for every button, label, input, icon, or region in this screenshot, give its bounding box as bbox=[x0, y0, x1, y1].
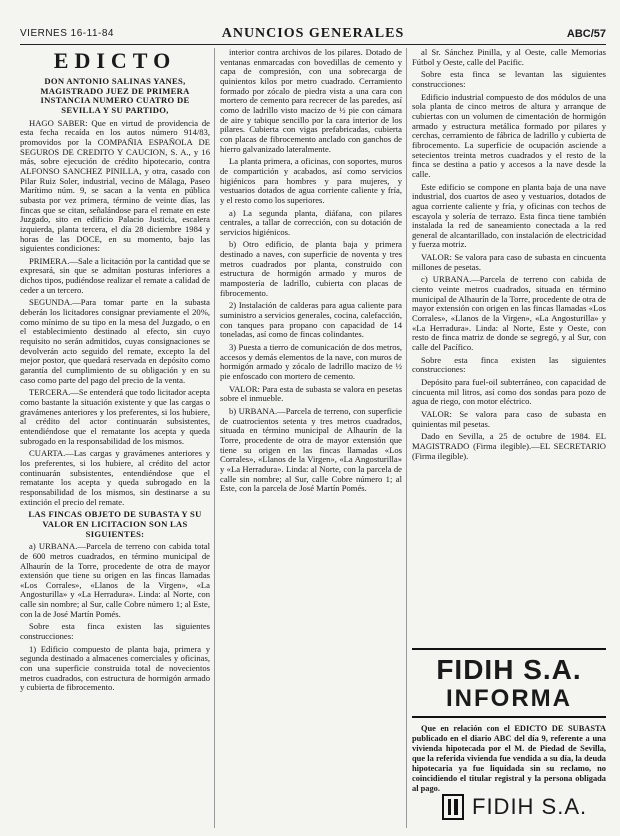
paragraph: Sobre esta finca existen las siguientes construcciones: bbox=[20, 621, 210, 642]
paragraph: CUARTA.—Las cargas y gravámenes anteriores y los preferentes, si los hubiere, al crédito del actor continuarán subsistentes, entendiéndose que el rematante los acepta y queda subrogado en la responsabilidad de los mismos, sin destinarse a su extinción el precio del remate. bbox=[20, 448, 210, 507]
paragraph: Sobre esta finca se levantan las siguientes construcciones: bbox=[412, 69, 606, 89]
ad-brand-title: FIDIH S.A. bbox=[436, 654, 582, 685]
column-2 bbox=[220, 48, 402, 834]
paragraph: 2) Instalación de calderas para agua caliente para suministro a servicios generales, cocina, calefacción, con tanques para propano con capacidad de 14 toneladas, así como de fincas colindantes. bbox=[220, 300, 402, 340]
paragraph: HAGO SABER: Que en virtud de providencia de esta fecha recaída en los autos número 914/83, promovidos por la COMPAÑIA ESPAÑOLA DE SEGUROS DE CREDITO Y CAUCION, S. A., y 16 más, sobre ejecución de crédito hipotecario, contra ALFONSO SANCHEZ PINILLA, y otra, casado con Pilar Ruiz Soler, industrial, vecino de Málaga, Paseo Marítimo núm. 9, se sacan a la venta en pública subasta por vez primera, término de veinte días, las fincas que se citan, señalándose para el remate en este Juzgado, sito en edificio Palacio Justicia, escalera izquierda, planta tercera, el día 28 diciembre 1984 y horas de las DOCE, en su momento, bajo las siguientes condiciones: bbox=[20, 117, 210, 254]
ad-divider bbox=[412, 716, 606, 718]
paragraph: PRIMERA.—Sale a licitación por la cantidad que se expresará, sin que se admitan posturas inferiores a dichos tipos, pudiéndose realizar el remate a calidad de ceder a un tercero. bbox=[20, 255, 210, 295]
paragraph: a) La segunda planta, diáfana, con pilares centrales, a tallar de corrección, con su dotación de servicios higiénicos. bbox=[220, 207, 402, 237]
paragraph: Edificio industrial compuesto de dos módulos de una sola planta de cinco metros de altura y arranque de cubiertas con un volumen de cimentación de hormigón armado y estructura metálica formado por pilares y cerchas, cerramiento de fábrica de ladrillo y cubierta de fibrocemento. La superficie de ocupación asciende a setecientos treinta metros cuadrados y el resto de la finca se destina a patio y accesos a la nave desde la calle. bbox=[412, 91, 606, 179]
page-header bbox=[20, 26, 606, 45]
paragraph: b) URBANA.—Parcela de terreno, con superficie de cuatrocientos setenta y tres metros cuadrados, situada en término municipal de Alhaurín de la Torre, procedente de otra de mayor extensión que tiene su origen en las fincas llamadas «Los Corrales», «Llanos de la Virgen», «La Angosturilla» y «La Herradura». Linda: al Norte, con la parcela de calle sin nombre; al Sur, calle Cobre número 1; al Este, con la parcela de José Martín Pomés. bbox=[220, 405, 402, 494]
paragraph: VALOR: Se valora para caso de subasta en cincuenta millones de pesetas. bbox=[412, 252, 606, 272]
column-1 bbox=[20, 48, 210, 834]
edicto-intro-heading: DON ANTONIO SALINAS YANES, MAGISTRADO JUEZ DE PRIMERA INSTANCIA NUMERO CUATRO DE SEVILLA Y SU PARTIDO, bbox=[40, 76, 190, 115]
paragraph: SEGUNDA.—Para tomar parte en la subasta deberán los licitadores consignar previamente el 20%, como mínimo de su tipo en la mesa del Juzgado, o en el establecimiento destinado al efecto, sin cuyo requisito no serán admitidos, cuyas consignaciones se devolverán acto seguido del remate, excepto la del mejor postor, que quedará reservada en depósito como garantía del cumplimiento de su obligación y en su caso como parte del pago del precio de la venta. bbox=[20, 297, 210, 385]
paragraph: Este edificio se compone en planta baja de una nave industrial, dos cuartos de aseo y vestuarios, dotados de agua corriente caliente y fría, y oficinas con techos de escayola y solería de terrazo. Esta finca tiene también instalada la red de saneamiento conectada a la red general de alcantarillado, con instalación de electricidad y fuerza motriz. bbox=[412, 181, 606, 250]
column-3 bbox=[412, 48, 606, 644]
paragraph: a) URBANA.—Parcela de terreno con cabida total de 600 metros cuadrados, en término municipal de Alhaurín de la Torre, procedente de otra de mayor extensión que tiene su origen en las fincas llamadas «Los Corrales», «Llanos de la Virgen», «La Angosturilla» y «La Herradura». Linda: al Norte, con calle sin nombre; al Sur, calle Cobre número 1; al Este, con la de José Martín Pomés. bbox=[20, 541, 210, 619]
paragraph: Depósito para fuel-oil subterráneo, con capacidad de cincuenta mil litros, así como dos sondas para pozo de agua de riego, con motor eléctrico. bbox=[412, 377, 606, 407]
paragraph: La planta primera, a oficinas, con soportes, muros de compartición y acabados, así como servicios higiénicos para hombres y para mujeres, y vestuarios dotados de agua corriente caliente y fría, y el resto como los superiores. bbox=[220, 156, 402, 205]
paragraph: TERCERA.—Se entenderá que todo licitador acepta como bastante la situación existente y que las cargas o gravámenes anteriores y los preferentes, si los hubiere, al crédito del actor continuarán subsistentes, entendiéndose que el rematante los acepta y queda subrogado en la responsabilidad de los mismos. bbox=[20, 387, 210, 446]
paragraph: VALOR: Se valora para caso de subasta en quinientas mil pesetas. bbox=[412, 408, 606, 429]
edicto-title: EDICTO bbox=[53, 48, 177, 73]
fidih-logo-icon bbox=[442, 794, 464, 820]
section-title: ANUNCIOS GENERALES bbox=[221, 26, 405, 41]
ad-logo-text: FIDIH S.A. bbox=[472, 794, 588, 819]
fincas-heading: LAS FINCAS OBJETO DE SUBASTA Y SU VALOR EN LICITACION SON LAS SIGUIENTES: bbox=[28, 509, 202, 539]
fidih-advertisement bbox=[412, 648, 606, 836]
paragraph: interior contra archivos de los pilares. Dotado de ventanas enmarcadas con bovedillas de cemento y capa de compresión, con una sobrecarga de quinientos kilos por metro cuadrado. Cerramiento formado por zócalo de piedra vista a una cara con mortero de cemento para recrecer de las paredes, así como de ladrillo visto macizo de ½ pie con cámara de aire y tabique sencillo por la cara interior de los pilares. Cubierta con vigas prefabricadas, cubierta con placas de fibrocemento anclado con ganchos de hierro galvanizado lateralmente. bbox=[220, 48, 402, 154]
ad-logo bbox=[442, 794, 587, 820]
column-divider bbox=[214, 48, 215, 828]
column-divider bbox=[406, 48, 407, 828]
paragraph: VALOR: Para esta de subasta se valora en pesetas sobre el inmueble. bbox=[220, 383, 402, 404]
paragraph: al Sr. Sánchez Pinilla, y al Oeste, calle Memorias Fútbol y Oeste, calle del Pacific. bbox=[412, 48, 606, 67]
paragraph: Sobre esta finca existen las siguientes construcciones: bbox=[412, 354, 606, 375]
paragraph: b) Otro edificio, de planta baja y primera destinado a naves, con superficie de noventa y tres metros cuadrados por planta, construido con estructura de hormigón armado y muros de mampostería de ladrillo, cubierta con placas de fibrocemento. bbox=[220, 239, 402, 298]
ad-headline: INFORMA bbox=[446, 685, 572, 712]
paragraph: 3) Puesta a tierro de comunicación de dos metros, accesos y demás elementos de la nave, con muros de hormigón armado y zócalo de ladrillo macizo de ½ pie enfoscado con mortero de cemento. bbox=[220, 342, 402, 381]
paragraph: c) URBANA.—Parcela de terreno con cabida de ciento veinte metros cuadrados, situada en término municipal de Alhaurín de la Torre, procedente de otra de mayor extensión con origen en las fincas llamadas «Los Corrales», «Llanos de la Virgen», «La Angosturilla» y «La Herradura». Linda: al Norte, Este y Oeste, con resto de finca matriz de donde se segregó, y al Sur, con calle del Pacífico. bbox=[412, 274, 606, 353]
page-number: ABC/57 bbox=[566, 28, 606, 40]
signature-line: Dado en Sevilla, a 25 de octubre de 1984. EL MAGISTRADO (Firma ilegible).—EL SECRETARIO (Firma ilegible). bbox=[412, 431, 606, 461]
issue-date: VIERNES 16-11-84 bbox=[20, 28, 114, 39]
ad-body-text: Que en relación con el EDICTO DE SUBASTA publicado en el diario ABC del día 9, referente a una vivienda hipotecada por el M. de Piedad de Sevilla, que la referida vivienda fue vendida a su día, la deuda hipotecaria ya fue liquidada sin su reclamo, no coincidiendo el titular registral y la persona obligada al pago. bbox=[412, 724, 606, 793]
paragraph: 1) Edificio compuesto de planta baja, primera y segunda destinado a almacenes comerciales y oficinas, con una superficie construida total de novecientos metros cuadrados, con estructura de hormigón armado y cubierta de fibrocemento. bbox=[20, 643, 210, 693]
